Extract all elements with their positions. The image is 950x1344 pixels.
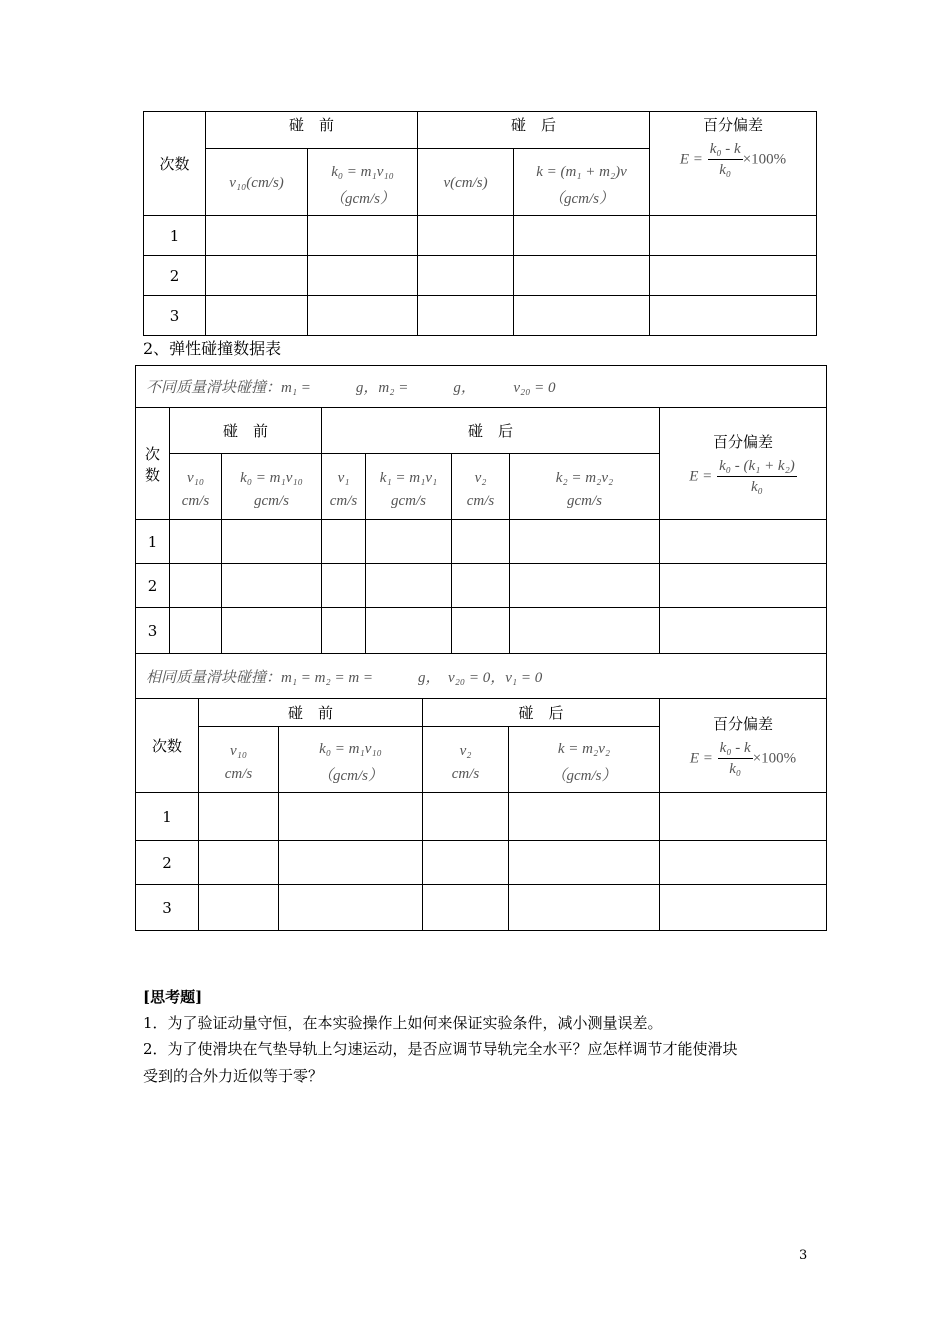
questions-title: [思考题] — [143, 988, 203, 1006]
header-before: 碰 前 — [170, 408, 322, 454]
error-formula: E = $\frac{\text{k₀ - k}}{\text{k₀}}$ ×100% — [689, 739, 797, 777]
header-before: 碰 前 — [206, 112, 418, 149]
header-k0: k₀ = m₁v₁₀ gcm/s — [222, 454, 322, 520]
row-number: 3 — [136, 608, 170, 654]
header-v10: v₁₀ cm/s — [199, 727, 279, 793]
row-number: 2 — [144, 256, 206, 296]
header-v: v(cm/s) — [418, 149, 514, 216]
header-k2: k₂ = m₂v₂ gcm/s — [510, 454, 660, 520]
row-number: 2 — [136, 564, 170, 608]
header-after: 碰 后 — [322, 408, 660, 454]
page-number: 3 — [799, 1248, 808, 1263]
header-v2: v₂ cm/s — [452, 454, 510, 520]
header-k0: k₀ = m₁v₁₀ （gcm/s） — [308, 149, 418, 216]
header-after: 碰 后 — [423, 699, 660, 727]
header-count: 次数 — [136, 408, 170, 520]
table-3 — [135, 653, 827, 931]
section-2-title: 2、弹性碰撞数据表 — [143, 339, 282, 358]
header-v1: v₁ cm/s — [322, 454, 366, 520]
header-pct-error: 百分偏差 E = $\frac{\text{k₀ - k}}{\text{k₀}}$ ×100% — [650, 112, 817, 216]
question-1: 1．为了验证动量守恒，在本实验操作上如何来保证实验条件，减小测量误差。 — [143, 1014, 663, 1032]
header-k1: k₁ = m₁v₁ gcm/s — [366, 454, 452, 520]
error-formula: E = $\frac{\text{k₀ - k}}{\text{k₀}}$ ×100% — [679, 141, 787, 178]
row-number: 2 — [136, 841, 199, 885]
header-v10: v₁₀ cm/s — [170, 454, 222, 520]
table-1 — [143, 111, 817, 336]
header-pct-error: 百分偏差 E = $\frac{\text{k₀ - (k₁ + k₂)}}{\text{k₀}}$ — [660, 408, 827, 520]
header-pct-error: 百分偏差 E = $\frac{\text{k₀ - k}}{\text{k₀}}$ ×100% — [660, 699, 827, 793]
header-k0: k₀ = m₁v₁₀ （gcm/s） — [279, 727, 423, 793]
header-after: 碰 后 — [418, 112, 650, 149]
condition-row: 相同质量滑块碰撞：m₁ = m₂ = m = g， v₂₀ = 0，v₁ = 0 — [136, 654, 827, 699]
row-number: 1 — [144, 216, 206, 256]
header-count: 次数 — [144, 112, 206, 216]
question-2-line-1: 2．为了使滑块在气垫导轨上匀速运动，是否应调节导轨完全水平？应怎样调节才能使滑块 — [143, 1040, 738, 1058]
table-2 — [135, 365, 827, 654]
condition-row: 不同质量滑块碰撞：m₁ = g，m₂ = g， v₂₀ = 0 — [136, 366, 827, 408]
header-v10: v₁₀(cm/s) — [206, 149, 308, 216]
header-v2: v₂ cm/s — [423, 727, 509, 793]
header-before: 碰 前 — [199, 699, 423, 727]
row-number: 1 — [136, 793, 199, 841]
row-number: 3 — [136, 885, 199, 931]
header-count: 次数 — [136, 699, 199, 793]
header-k: k = (m₁ + m₂)v （gcm/s） — [514, 149, 650, 216]
row-number: 1 — [136, 520, 170, 564]
header-k: k = m₂v₂ （gcm/s） — [509, 727, 660, 793]
error-formula: E = $\frac{\text{k₀ - (k₁ + k₂)}}{\text{k₀}}$ — [689, 457, 795, 495]
row-number: 3 — [144, 296, 206, 336]
question-2-line-2: 受到的合外力近似等于零？ — [143, 1067, 324, 1085]
